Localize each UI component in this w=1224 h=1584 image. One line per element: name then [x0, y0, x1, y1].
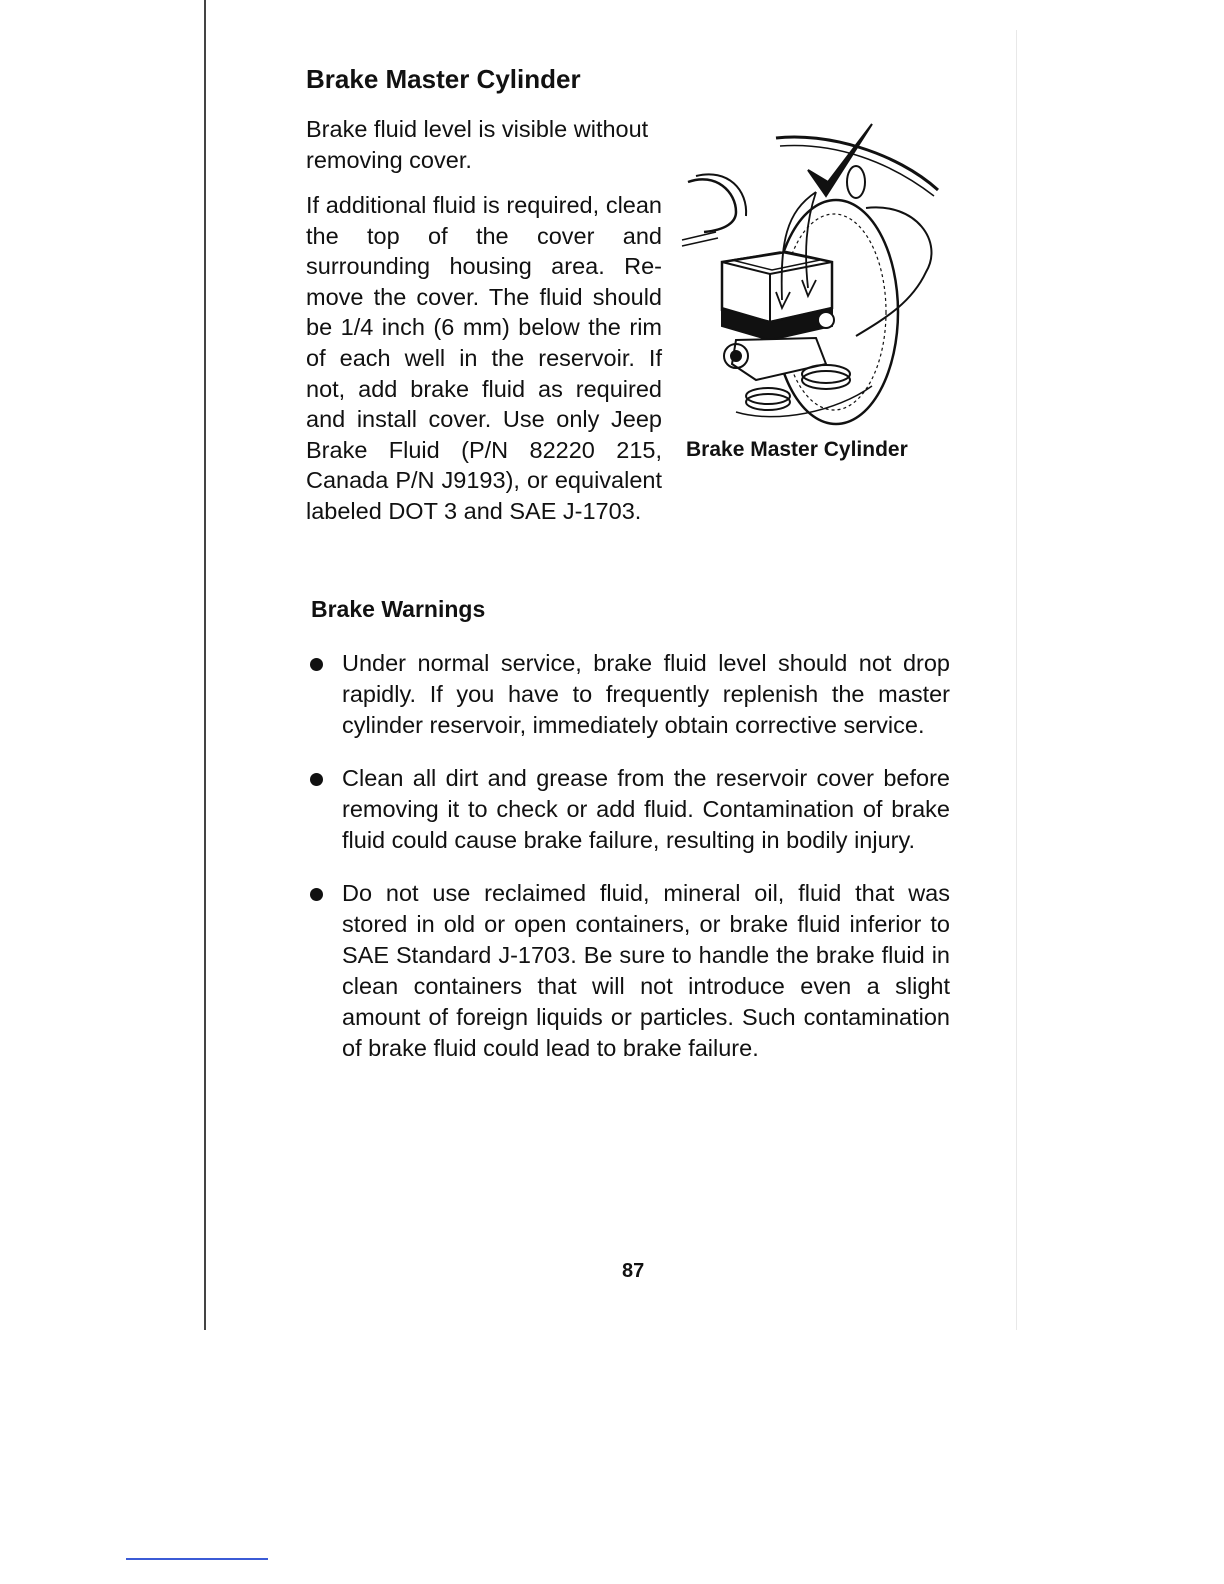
list-item — [306, 763, 950, 856]
list-item — [306, 648, 950, 741]
page-number: 87 — [622, 1260, 645, 1282]
instruction-paragraph: If additional fluid is required, clean the top of the cover and surrounding housing area. Remove the cover. The fluid should be 1/4 inch (6 mm) below the rim of each well in the reservoir. If not, add brake fluid as required and install cover. Use only Jeep Brake Fluid (P/N 82220 215, Canada P/N J9193), or equivalent labeled DOT 3 and SAE J-1703. — [306, 192, 662, 524]
bullet-icon — [310, 773, 323, 786]
warning-text: Do not use reclaimed fluid, mineral oil, fluid that was stored in old or open containers, or brake fluid inferior to SAE Standard J-1703. Be sure to handle the brake fluid in clean containers that will not introduce even a slight amount of foreign liquids or particles. Such contamination of brake fluid could lead to brake failure. — [342, 880, 950, 1061]
warning-text: Under normal service, brake fluid level should not drop rapidly. If you have to frequently replenish the master cylinder reservoir, immediately obtain corrective service. — [342, 650, 950, 738]
page-right-edge — [1016, 30, 1017, 1330]
warnings-list — [306, 648, 950, 1086]
bullet-icon — [310, 658, 323, 671]
list-item — [306, 878, 950, 1064]
footnote-divider — [126, 1558, 268, 1560]
warning-text: Clean all dirt and grease from the reservoir cover before removing it to check or add fluid. Contamination of brake fluid could cause brake failure, resulting in bodily injury. — [342, 765, 950, 853]
intro-paragraph: Brake fluid level is visible without removing cover. — [306, 116, 649, 173]
figure-caption: Brake Master Cylinder — [686, 438, 908, 461]
brake-master-cylinder-illustration — [676, 112, 946, 442]
bullet-icon — [310, 888, 323, 901]
page-binding-edge — [204, 0, 206, 1330]
section-title: Brake Master Cylinder — [306, 64, 581, 94]
warnings-title: Brake Warnings — [311, 596, 486, 622]
